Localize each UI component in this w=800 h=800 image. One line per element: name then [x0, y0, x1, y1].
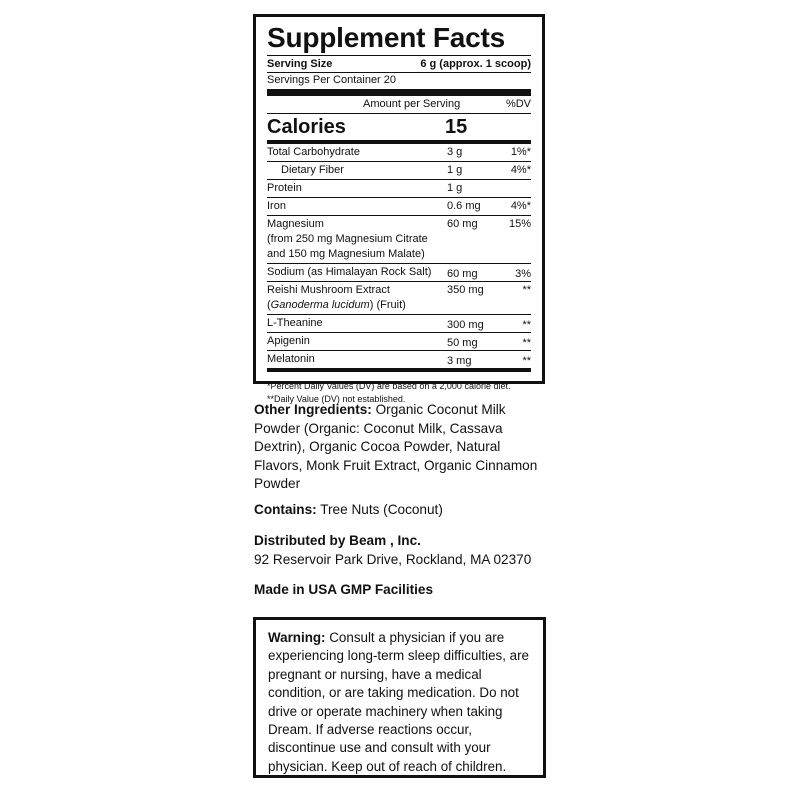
dv-header: %DV: [505, 98, 531, 110]
nutrient-amount: 3 g: [447, 146, 463, 158]
nutrient-dv: **: [522, 337, 531, 349]
supplement-facts-panel: [253, 14, 545, 404]
nutrient-name-line: (Ganoderma lucidum) (Fruit): [267, 299, 406, 311]
nutrient-name-line: Reishi Mushroom Extract: [267, 284, 390, 296]
nutrient-name: Sodium (as Himalayan Rock Salt): [267, 266, 432, 278]
nutrient-amount: 350 mg: [447, 284, 484, 296]
nutrient-dv: **: [522, 355, 531, 367]
distributor: [254, 532, 539, 569]
nutrient-row: [267, 332, 531, 350]
calories-row: [267, 114, 531, 140]
calories-value: 15: [445, 116, 468, 138]
nutrient-name: Iron: [267, 200, 286, 212]
distributor-label: Distributed by Beam , Inc.: [254, 533, 421, 548]
contains-text: Tree Nuts (Coconut): [316, 502, 443, 517]
nutrient-dv: 3%: [515, 268, 531, 280]
nutrient-dv: 4%*: [510, 164, 531, 176]
contains: [254, 501, 539, 520]
nutrient-name-line: and 150 mg Magnesium Malate): [267, 248, 425, 260]
nutrient-name: Apigenin: [267, 335, 310, 347]
serving-size-value: 6 g (approx. 1 scoop): [420, 58, 531, 70]
part-name: (Fruit): [373, 299, 406, 311]
facts-title: Supplement Facts: [267, 22, 505, 53]
nutrient-row: [267, 197, 531, 215]
nutrient-name-line: Magnesium: [267, 218, 324, 230]
footnote-dv: *Percent Daily Values (DV) are based on a 2,000 calorie diet.: [267, 381, 511, 391]
nutrient-amount: 300 mg: [447, 319, 484, 331]
nutrient-dv: 1%*: [510, 146, 531, 158]
contains-label: Contains:: [254, 502, 317, 517]
nutrient-row: [267, 215, 531, 263]
nutrient-row: [267, 314, 531, 332]
other-ingredients: [254, 401, 539, 494]
nutrient-row: [267, 263, 531, 281]
other-ingredients-label: Other Ingredients:: [254, 402, 372, 417]
nutrient-amount: 60 mg: [447, 218, 478, 230]
made-in: [254, 581, 539, 600]
warning-text: Consult a physician if you are experiencing long-term sleep difficulties, are pregnant or nursing, have a medical condition, or are taking medication. Do not drive or operate machinery when taking Dream. If adverse reactions occur, discontinue use and consult with your physician. Keep out of reach of children.: [268, 630, 530, 774]
serving-size-label: Serving Size: [267, 58, 333, 70]
nutrient-name: Dietary Fiber: [281, 164, 344, 176]
nutrient-amount: 3 mg: [447, 355, 472, 367]
nutrient-amount: 1 g: [447, 182, 463, 194]
nutrient-row: [267, 350, 531, 368]
divider-medium: [267, 368, 531, 372]
calories-label: Calories: [267, 116, 346, 138]
nutrient-name: L-Theanine: [267, 317, 323, 329]
amount-header-row: [267, 96, 531, 113]
nutrient-dv: **: [522, 319, 531, 331]
nutrient-row: [267, 144, 531, 161]
servings-per-container: Servings Per Container 20: [267, 74, 397, 86]
nutrient-row: [267, 281, 531, 314]
nutrient-amount: 1 g: [447, 164, 463, 176]
nutrient-dv: **: [522, 284, 531, 296]
nutrient-dv: 4%*: [510, 200, 531, 212]
nutrient-name: [267, 283, 437, 313]
made-in-text: Made in USA GMP Facilities: [254, 582, 434, 597]
footnote-not-established: **Daily Value (DV) not established.: [267, 394, 406, 404]
nutrient-name: Melatonin: [267, 353, 315, 365]
warning-box: [253, 617, 546, 778]
nutrient-name: Total Carbohydrate: [267, 146, 360, 158]
nutrient-name: [267, 217, 447, 262]
distributor-address: 92 Reservoir Park Drive, Rockland, MA 02370: [254, 551, 532, 567]
serving-size-row: [267, 56, 531, 72]
nutrient-amount: 0.6 mg: [447, 200, 481, 212]
nutrient-name: Protein: [267, 182, 302, 194]
divider-heavy: [267, 89, 531, 96]
amount-per-serving-label: Amount per Serving: [363, 98, 461, 110]
nutrient-row: [267, 161, 531, 179]
warning-label: Warning:: [268, 630, 326, 645]
nutrient-amount: 50 mg: [447, 337, 478, 349]
latin-name: Ganoderma lucidum: [270, 299, 370, 311]
nutrient-row: [267, 179, 531, 197]
other-ingredients-text: Organic Coconut Milk Powder (Organic: Coconut Milk, Cassava Dextrin), Organic Cocoa Powder, Natural Flavors, Monk Fruit Extract, Organic Cinnamon Powder: [254, 402, 538, 491]
nutrient-amount: 60 mg: [447, 268, 478, 280]
nutrient-dv: 15%: [508, 218, 531, 230]
nutrient-name-line: (from 250 mg Magnesium Citrate: [267, 233, 428, 245]
